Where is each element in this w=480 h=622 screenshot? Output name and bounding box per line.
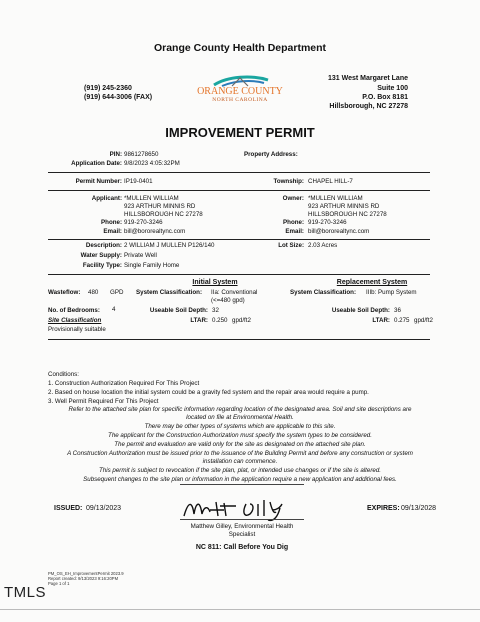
fax-number: (919) 644-3006 (FAX) (84, 94, 153, 101)
signer-name: Matthew Gilley, Environmental Health (190, 523, 294, 530)
replacement-classification-label: System Classification: (290, 289, 357, 296)
replacement-system-heading: Replacement System (336, 279, 408, 286)
permit-number-value: IP19-0401 (124, 178, 153, 185)
condition-note: located on file at Environmental Health. (186, 414, 294, 421)
conditions-label: Conditions: (48, 371, 79, 378)
condition-note: The permit and evaluation are valid only for the site as designated on the attached site plan. (114, 441, 366, 448)
township-value: CHAPEL HILL-7 (308, 178, 353, 185)
applicant-email: bill@bororealtync.com (124, 228, 186, 235)
wasteflow-value: 480 (88, 289, 99, 296)
wasteflow-unit: GPD (110, 289, 124, 296)
property-address-label: Property Address: (244, 151, 298, 158)
owner-email-label: Email: (285, 228, 304, 235)
condition-item: 1. Construction Authorization Required For This Project (48, 380, 200, 387)
divider (180, 484, 304, 485)
department-title: Orange County Health Department (153, 42, 327, 54)
logo-county-name: ORANGE COUNTY (197, 86, 283, 97)
signature-line (180, 519, 304, 520)
nc811-notice: NC 811: Call Before You Dig (195, 544, 289, 551)
replacement-ltar-unit: gpd/ft2 (414, 317, 433, 324)
applicant-city: HILLSBOROUGH NC 27278 (124, 211, 203, 218)
applicant-phone-label: Phone: (101, 219, 122, 226)
signer-title: Specialist (228, 531, 256, 538)
site-classification-label: Site Classification (48, 317, 102, 324)
footer-report-created: Report created: 9/13/2023 9:16:20PM (48, 576, 119, 581)
owner-email: bill@bororealtync.com (308, 228, 370, 235)
application-date-value: 9/8/2023 4:05:32PM (124, 160, 180, 167)
facility-type-label: Facility Type: (82, 262, 122, 269)
issued-date: 09/13/2023 (86, 505, 122, 512)
owner-street: 923 ARTHUR MINNIS RD (308, 203, 380, 210)
permit-title: IMPROVEMENT PERMIT (165, 125, 315, 140)
initial-soil-depth-label: Useable Soil Depth: (149, 307, 208, 314)
condition-note: The applicant for the Construction Authorization must specify the system types to be considered. (108, 432, 372, 439)
description-label: Description: (85, 242, 122, 249)
wasteflow-label: Wasteflow: (48, 289, 81, 296)
address-line-2: Suite 100 (377, 85, 408, 92)
divider (48, 239, 430, 240)
applicant-email-label: Email: (103, 228, 122, 235)
condition-note: Refer to the attached site plan for specific information regarding location of the designated area. Soil and site descriptions are (68, 406, 412, 413)
divider (48, 190, 430, 191)
facility-type-value: Single Family Home (124, 262, 180, 269)
footer-page-number: Page 1 of 1 (48, 581, 70, 586)
site-classification-value: Provisionally suitable (48, 326, 106, 333)
permit-number-label: Permit Number: (75, 178, 122, 185)
owner-phone-label: Phone: (283, 219, 304, 226)
owner-label: Owner: (282, 195, 304, 202)
replacement-soil-depth-value: 36 (394, 307, 401, 314)
applicant-phone: 919-270-3246 (124, 219, 163, 226)
application-date-label: Application Date: (71, 160, 122, 167)
bedrooms-value: 4 (112, 306, 116, 313)
description-value: 2 WILLIAM J MULLEN P126/140 (124, 242, 215, 249)
applicant-label: Applicant: (91, 195, 122, 202)
address-line-1: 131 West Margaret Lane (327, 75, 408, 82)
condition-note: Subsequent changes to the site plan or information in the application require a new application and additional fees. (83, 476, 397, 483)
applicant-street: 923 ARTHUR MINNIS RD (124, 203, 196, 210)
orange-county-logo (192, 74, 288, 106)
tmls-watermark: TMLS (4, 584, 47, 601)
condition-item: 2. Based on house location the initial system could be a gravity fed system and the repair area would require a pump. (48, 389, 369, 396)
expires-date: 09/13/2028 (401, 505, 437, 512)
condition-note: installation can commence. (202, 458, 278, 465)
initial-ltar-label: LTAR: (190, 317, 208, 324)
initial-classification-label: System Classification: (136, 289, 203, 296)
water-supply-label: Water Supply: (80, 252, 122, 259)
township-label: Township: (273, 178, 304, 185)
applicant-name: *MULLEN WILLIAM (124, 195, 179, 202)
pin-value: 9861278650 (124, 151, 159, 158)
pin-label: PIN: (109, 151, 122, 158)
condition-item: 3. Well Permit Required For This Project (48, 398, 159, 405)
condition-note: This permit is subject to revocation if the site plan, plat, or intended use changes or if the site is altered. (98, 467, 382, 474)
divider (48, 274, 430, 275)
initial-system-heading: Initial System (192, 279, 238, 286)
water-supply-value: Private Well (124, 252, 157, 259)
divider (48, 172, 430, 173)
lot-size-label: Lot Size: (278, 242, 304, 249)
bedrooms-label: No. of Bedrooms: (48, 307, 100, 314)
initial-ltar-value: 0.250 (212, 317, 228, 324)
bottom-rule (0, 609, 480, 610)
owner-name: *MULLEN WILLIAM (308, 195, 363, 202)
replacement-ltar-label: LTAR: (372, 317, 390, 324)
address-line-4: Hillsborough, NC 27278 (329, 103, 408, 110)
condition-note: There may be other types of systems which are applicable to this site. (144, 423, 336, 430)
footer-report-name: PM_OS_EH_ImprovementPermit 2023.9 (48, 571, 124, 576)
replacement-soil-depth-label: Useable Soil Depth: (331, 307, 390, 314)
condition-note: A Construction Authorization must be issued prior to the issuance of the Building Permit and before any construction or system (67, 450, 413, 457)
owner-phone: 919-270-3246 (308, 219, 347, 226)
logo-state-name: NORTH CAROLINA (212, 97, 268, 103)
divider (48, 339, 430, 340)
replacement-classification-value: IIIb: Pump System (366, 289, 417, 296)
lot-size-value: 2.03 Acres (308, 242, 338, 249)
issued-label: ISSUED: (54, 505, 83, 512)
owner-city: HILLSBOROUGH NC 27278 (308, 211, 387, 218)
replacement-ltar-value: 0.275 (394, 317, 410, 324)
initial-ltar-unit: gpd/ft2 (232, 317, 251, 324)
initial-classification-detail: (<=480 gpd) (211, 297, 245, 304)
phone-number: (919) 245-2360 (84, 85, 132, 92)
initial-soil-depth-value: 32 (212, 307, 219, 314)
expires-label: EXPIRES: (367, 505, 400, 512)
address-line-3: P.O. Box 8181 (362, 94, 408, 101)
initial-classification-value: IIa: Conventional (211, 289, 258, 296)
